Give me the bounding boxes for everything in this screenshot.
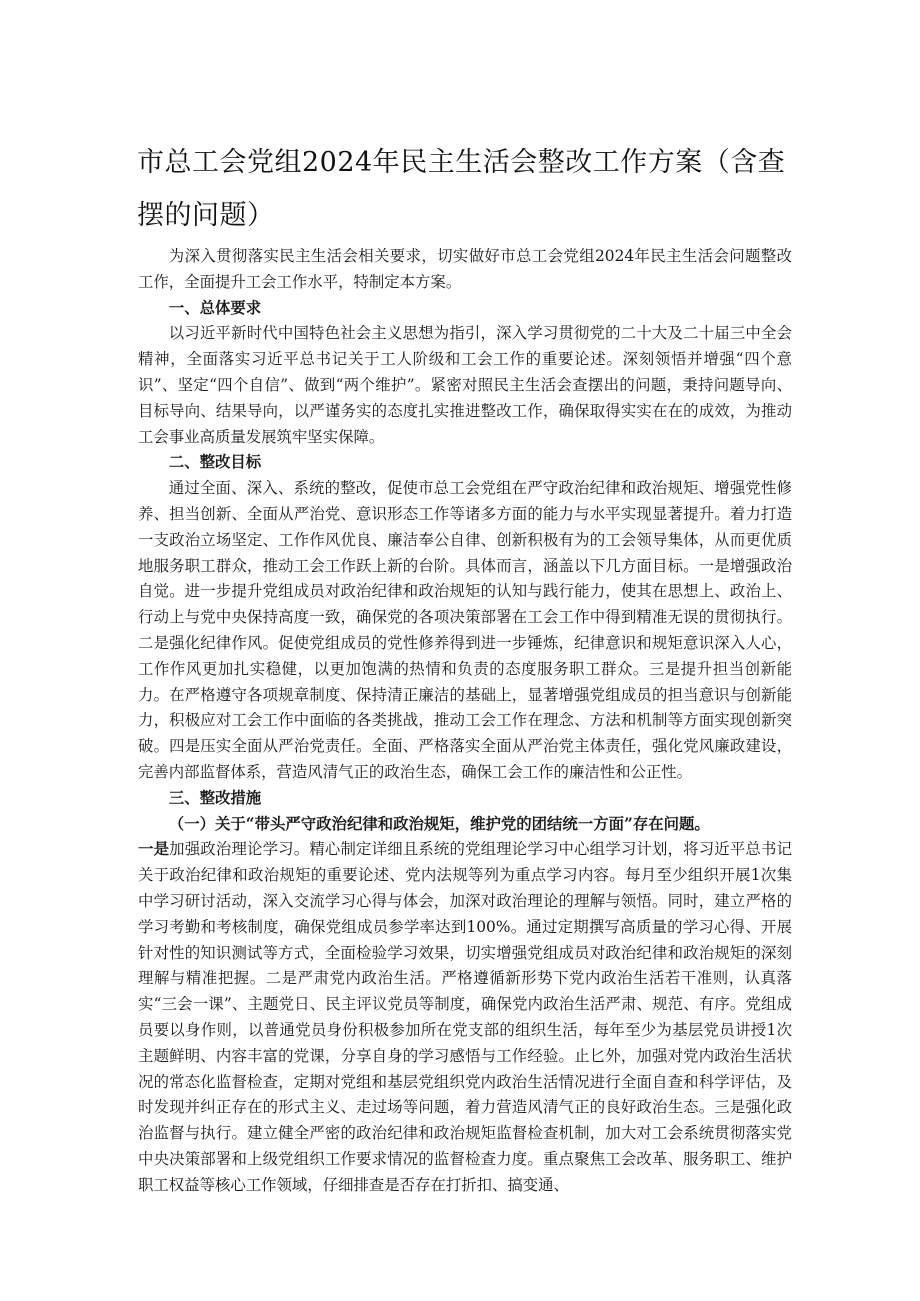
document-title: 市总工会党组2024年民主生活会整改工作方案（含查摆的问题） bbox=[137, 147, 786, 231]
section-heading-3: 三、整改措施 bbox=[168, 788, 262, 807]
subsection-heading-1: （一）关于“带头严守政治纪律和政治规矩，维护党的团结统一方面”存在问题。 bbox=[168, 814, 710, 833]
section-body-2: 通过全面、深入、系统的整改，促使市总工会党组在严守政治纪律和政治规矩、增强党性修养、担当创新、全面从严治党、意识形态工作等诸多方面的能力与水平实现显著提升。着力打造一支政治立场坚定、工作作风优良、廉洁奉公自律、创新积极有为的工会领导集体，从而更优质地服务职工群众，推动工会工作跃上新的台阶。具体而言，涵盖以下几方面目标。一是增强政治自觉。进一步提升党组成员对政治纪律和政治规矩的认知与践行能力，使其在思想上、政治上、行动上与党中央保持高度一致，确保党的各项决策部署在工会工作中得到精准无误的贯彻执行。二是强化纪律作风。促使党组成员的党性修养得到进一步锤炼，纪律意识和规矩意识深入人心，工作作风更加扎实稳健，以更加饱满的热情和负责的态度服务职工群众。三是提升担当创新能力。在严格遵守各项规章制度、保持清正廉洁的基础上，显著增强党组成员的担当意识与创新能力，积极应对工会工作中面临的各类挑战，推动工会工作在理念、方法和机制等方面实现创新突破。四是压实全面从严治党责任。全面、严格落实全面从严治党主体责任，强化党风廉政建设，完善内部监督体系，营造风清气正的政治生态，确保工会工作的廉洁性和公正性。 bbox=[138, 479, 792, 781]
section-body-1: 以习近平新时代中国特色社会主义思想为指引，深入学习贯彻党的二十大及二十届三中全会精神，全面落实习近平总书记关于工人阶级和工会工作的重要论述。深刻领悟并增强“四个意识”、坚定“四个自信”、做到“两个维护”。紧密对照民主生活会查摆出的问题，秉持问题导向、目标导向、结果导向，以严谨务实的态度扎实推进整改工作，确保取得实实在在的成效，为推动工会事业高质量发展筑牢坚实保障。 bbox=[138, 324, 792, 446]
document-body bbox=[138, 244, 792, 1198]
section-heading-1: 一、总体要求 bbox=[168, 298, 262, 317]
intro-paragraph: 为深入贯彻落实民主生活会相关要求，切实做好市总工会党组2024年民主生活会问题整改工作，全面提升工会工作水平，特制定本方案。 bbox=[138, 247, 792, 291]
section-heading-2: 二、整改目标 bbox=[168, 453, 262, 472]
lead-phrase: 一是 bbox=[138, 840, 170, 859]
section-body-3-text: 加强政治理论学习。精心制定详细且系统的党组理论学习中心组学习计划，将习近平总书记关于政治纪律和政治规矩的重要论述、党内法规等列为重点学习内容。每月至少组织开展1次集中学习研讨活动，深入交流学习心得与体会，加深对政治理论的理解与领悟。同时，建立严格的学习考勤和考核制度，确保党组成员参学率达到100%。通过定期撰写高质量的学习心得、开展针对性的知识测试等方式，全面检验学习效果，切实增强党组成员对政治纪律和政治规矩的深刻理解与精准把握。二是严肃党内政治生活。严格遵循新形势下党内政治生活若干准则，认真落实“三会一课”、主题党日、民主评议党员等制度，确保党内政治生活严肃、规范、有序。党组成员要以身作则，以普通党员身份积极参加所在党支部的组织生活，每年至少为基层党员讲授1次主题鲜明、内容丰富的党课，分享自身的学习感悟与工作经验。止匕外，加强对党内政治生活状况的常态化监督检查，定期对党组和基层党组织党内政治生活情况进行全面自查和科学评估，及时发现并纠正存在的形式主义、走过场等问题，着力营造风清气正的良好政治生态。三是强化政治监督与执行。建立健全严密的政治纪律和政治规矩监督检查机制，加大对工会系统贯彻落实党中央决策部署和上级党组织工作要求情况的监督检查力度。重点聚焦工会改革、服务职工、维护职工权益等核心工作领域，仔细排查是否存在打折扣、搞变通、 bbox=[138, 840, 792, 1194]
section-body-3 bbox=[138, 837, 792, 1198]
